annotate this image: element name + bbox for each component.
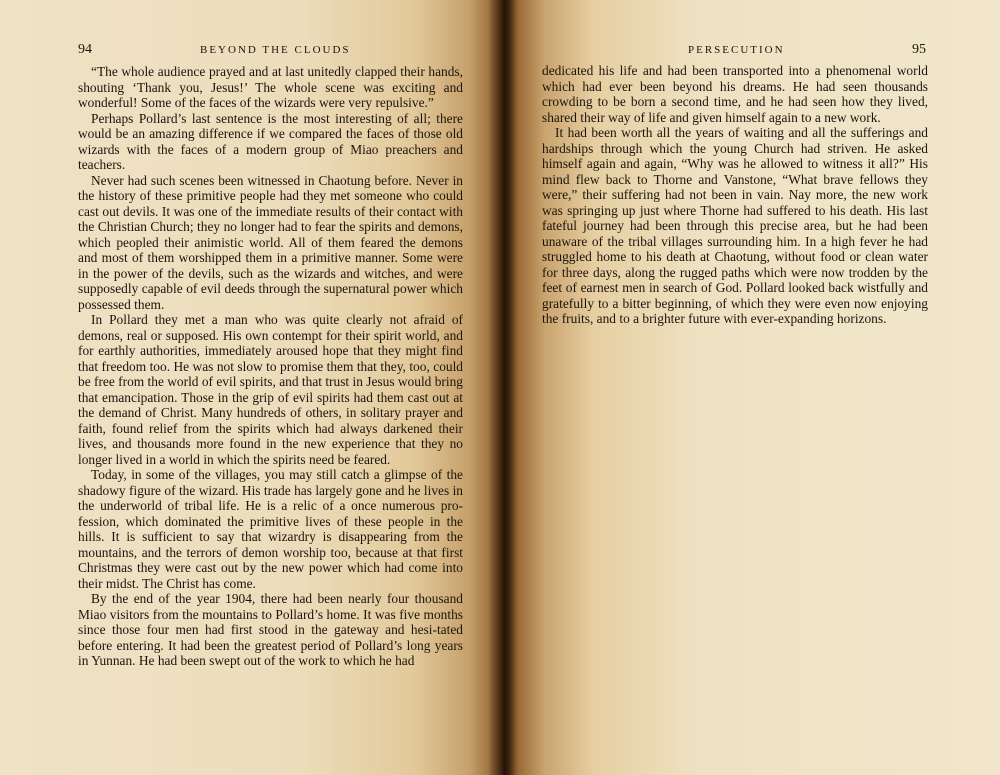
left-paragraph-2: Perhaps Pollard’s last sentence is the most interesting of all; there would be an amazing difference if we compared the faces of those old wizards with the faces of a modern group of Miao preachers and teachers. (78, 110, 463, 172)
right-paragraph-1: dedicated his life and had been transported into a phenomenal world which had ever been beyond his dreams. He had seen thousands crowding to be born a second time, and he had seen how they lived, shared their way of life and given himself again to a new work. (542, 63, 928, 125)
right-text-block (542, 63, 928, 327)
left-text-block (78, 64, 463, 669)
left-page-number: 94 (78, 42, 92, 57)
left-paragraph-3: Never had such scenes been witnessed in Chaotung before. Never in the history of these primitive people had they met someone who could cast out devils. It was one of the immediate results of their contact with the Christian Church; they no longer had to fear the spirits and demons, which peopled their animistic world. All of them feared the demons and most of them worshipped them in a primitive manner. Some were in the power of the devils, such as the wizards and witches, and were supposedly capable of evil deeds through the supernatural power which possessed them. (78, 172, 463, 312)
left-running-head: BEYOND THE CLOUDS (200, 44, 351, 56)
right-page-number: 95 (912, 42, 926, 57)
right-page (505, 0, 1000, 775)
right-paragraph-2: It had been worth all the years of waiting and all the sufferings and hardships through which the young Church had striven. He asked himself again and again, “Why was he allowed to witness it all?” His mind flew back to Thorne and Vanstone, “What brave fellows they were,” their suffering had not been in vain. Nay more, the new work was springing up just where Thorne had suffered to his death. His last fateful journey had been through this precise area, but he had been unaware of the tribal villages surrounding him. In a high fever he had struggled home to his death at Chaotung, without food or clean water for three days, along the rugged paths which were now trodden by the feet of earnest men in search of God. Pollard looked back wistfully and gratefully to a bitter beginning, of which they were even now enjoying the fruits, and to a brighter future with ever-expanding horizons. (542, 125, 928, 326)
left-paragraph-5: Today, in some of the villages, you may still catch a glimpse of the shadowy figure of the wizard. His trade has largely gone and he lives in the underworld of tribal life. He is a relic of a once numerous pro-fession, which dominated the primitive lives of these people in the hills. It is sufficient to say that wizardry is disappearing from the mountains, and the terrors of demon worship too, because at that first Christmas they were cast out by the new power which had come into their midst. The Christ has come. (78, 467, 463, 591)
left-paragraph-4: In Pollard they met a man who was quite clearly not afraid of demons, real or supposed. His own contempt for their spirit world, and for earthly authorities, immediately aroused hope that they might find that freedom too. He was not slow to promise them that they, too, could be free from the world of evil spirits, and that trust in Jesus would bring that emancipation. Those in the grip of evil spirits had them cast out at the demand of Christ. Many hundreds of others, in solitary prayer and faith, found relief from the spirits which had always darkened their lives, and thousands more found in the new experience that they no longer lived in a world in which the spirits need be feared. (78, 312, 463, 467)
book-gutter (488, 0, 518, 775)
left-paragraph-6: By the end of the year 1904, there had been nearly four thousand Miao visitors from the mountains to Pollard’s home. It was five months since those four men had first stood in the gateway and hesi-tated before entering. It had been the greatest period of Pollard’s long years in Yunnan. He had been swept out of the work to which he had (78, 591, 463, 668)
left-paragraph-1: “The whole audience prayed and at last unitedly clapped their hands, shouting ‘Thank you, Jesus!’ The whole scene was exciting and wonderful! Some of the faces of the wizards were very repulsive.” (78, 64, 463, 110)
right-running-head: PERSECUTION (688, 44, 785, 56)
